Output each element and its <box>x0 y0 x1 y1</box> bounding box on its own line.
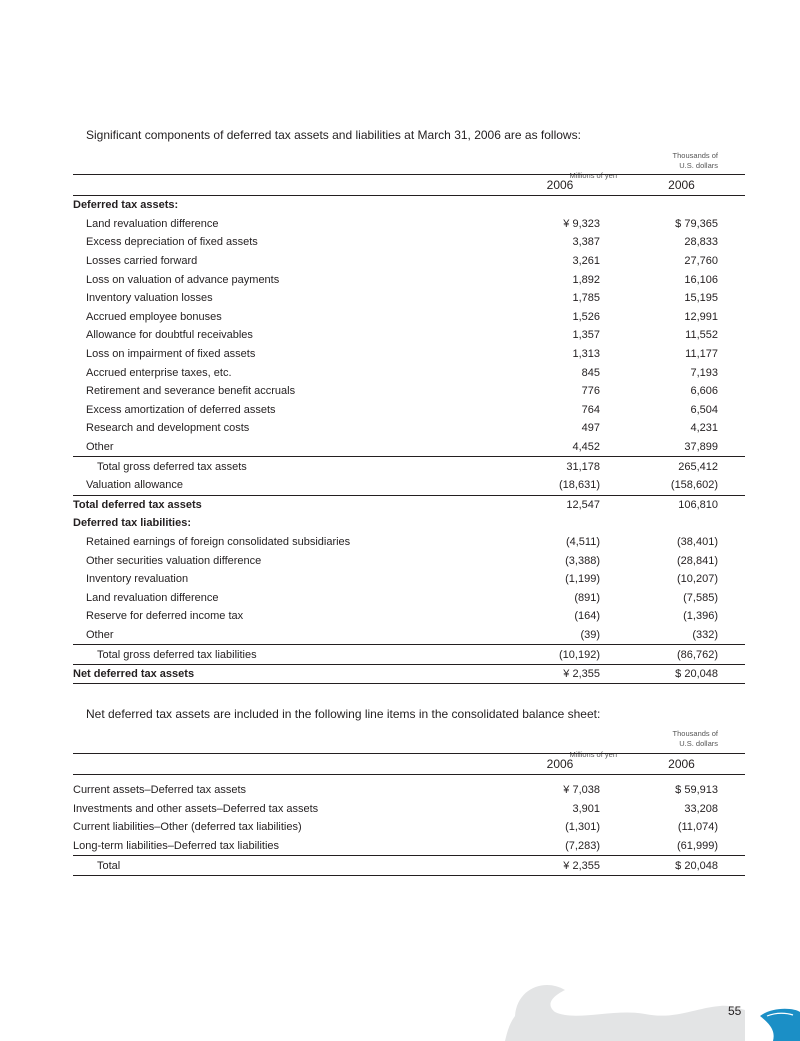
year-usd: 2006 <box>618 175 745 196</box>
table-row: Reserve for deferred income tax (164) (1,396) <box>86 610 718 623</box>
table-row: Accrued employee bonuses 1,526 12,991 <box>86 310 718 323</box>
balance-sheet-table <box>73 753 745 876</box>
table-row: Other (39) (332) <box>86 628 718 641</box>
table-row: Excess depreciation of fixed assets 3,387 28,833 <box>86 236 718 249</box>
net-total-row: Net deferred tax assets ¥ 2,355 $ 20,048 <box>73 664 745 684</box>
table-row: Current liabilities–Other (deferred tax liabilities) (1,301) (11,074) <box>73 821 718 834</box>
table-row: Other 4,452 37,899 <box>86 441 718 454</box>
total-row: Total deferred tax assets 12,547 106,810 <box>73 498 718 511</box>
table-row: Research and development costs 497 4,231 <box>86 422 718 435</box>
cloud-decoration <box>505 968 800 1041</box>
table-row: Loss on impairment of fixed assets 1,313 11,177 <box>86 348 718 361</box>
table-row: Retirement and severance benefit accruals 776 6,606 <box>86 385 718 398</box>
table-row: Investments and other assets–Deferred tax assets 3,901 33,208 <box>73 802 718 815</box>
col-header-yen: Millions of yen <box>569 171 617 180</box>
year-header-row <box>73 175 745 196</box>
col-header-usd: Thousands of U.S. dollars <box>672 151 718 170</box>
table-row: Excess amortization of deferred assets 764 6,504 <box>86 403 718 416</box>
table-row: Land revaluation difference ¥ 9,323 $ 79,365 <box>86 217 718 230</box>
table-row: Inventory valuation losses 1,785 15,195 <box>86 292 718 305</box>
table-row: Loss on valuation of advance payments 1,892 16,106 <box>86 273 718 286</box>
table-row: Valuation allowance (18,631) (158,602) <box>73 476 745 495</box>
col-header-usd-2: Thousands of U.S. dollars <box>672 729 718 748</box>
table-row: Losses carried forward 3,261 27,760 <box>86 255 718 268</box>
subtotal-row: Total gross deferred tax assets 31,178 265,412 <box>73 457 745 476</box>
intro-text-2: Net deferred tax assets are included in the following line items in the consolidated balance sheet: <box>86 707 601 721</box>
year-yen: 2006 <box>508 754 612 775</box>
table-row: Land revaluation difference (891) (7,585) <box>86 591 718 604</box>
section-heading: Deferred tax liabilities: <box>73 517 191 530</box>
table-row: Long-term liabilities–Deferred tax liabilities (7,283) (61,999) <box>73 840 718 853</box>
table-row: Other securities valuation difference (3,388) (28,841) <box>86 554 718 567</box>
table-row: Retained earnings of foreign consolidated subsidiaries (4,511) (38,401) <box>86 535 718 548</box>
total-row: Total ¥ 2,355 $ 20,048 <box>73 856 745 876</box>
col-header-yen-2: Millions of yen <box>569 750 617 759</box>
table-row: Accrued enterprise taxes, etc. 845 7,193 <box>86 366 718 379</box>
table-row: Inventory revaluation (1,199) (10,207) <box>86 573 718 586</box>
year-yen: 2006 <box>508 175 612 196</box>
table-row: Allowance for doubtful receivables 1,357 11,552 <box>86 329 718 342</box>
section-heading: Deferred tax assets: <box>73 199 179 212</box>
year-usd: 2006 <box>618 754 745 775</box>
deferred-tax-table <box>73 174 745 684</box>
page-number: 55 <box>728 1004 742 1018</box>
year-header-row <box>73 754 745 775</box>
table-row: Current assets–Deferred tax assets ¥ 7,038 $ 59,913 <box>73 784 718 797</box>
subtotal-row: Total gross deferred tax liabilities (10,192) (86,762) <box>73 645 745 665</box>
intro-text-1: Significant components of deferred tax assets and liabilities at March 31, 2006 are as follows: <box>86 128 581 142</box>
